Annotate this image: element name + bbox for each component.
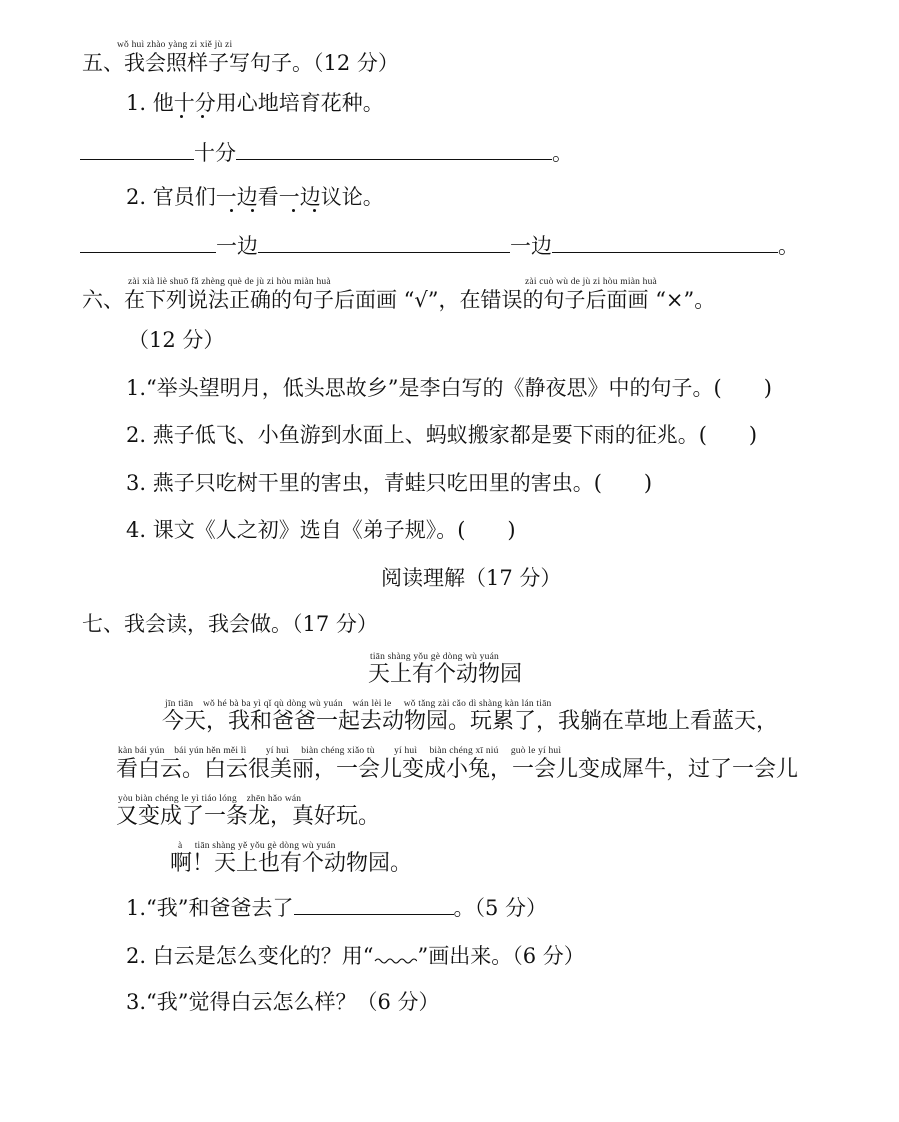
passage-line1: 今天，我和爸爸一起去动物园。玩累了，我躺在草地上看蓝天， xyxy=(162,709,779,734)
section6-title-pinyin-b: zài cuò wù de jù zi hòu miàn huà xyxy=(525,277,657,287)
section6-item-2: 2. 燕子低飞、小鱼游到水面上、蚂蚁搬家都是要下雨的征兆。( ) xyxy=(126,423,758,447)
emphasis-dot xyxy=(180,115,183,118)
q2-score: ”画出来。（6 分） xyxy=(417,944,585,968)
fill-word-yibian-b: 一边 xyxy=(510,234,552,258)
passage-title: 天上有个动物园 xyxy=(368,662,523,687)
section6-title: 六、在下列说法正确的句子后面画 “√”，在错误的句子后面画 “×”。 xyxy=(82,288,716,312)
section5-q1-answer-line xyxy=(80,140,573,166)
emphasis-dot xyxy=(292,209,295,212)
answer-blank[interactable] xyxy=(80,141,194,160)
section6-item-1: 1.“举头望明月，低头思故乡”是李白写的《静夜思》中的句子。( ) xyxy=(126,376,772,400)
section7-title: 七、我会读，我会做。（17 分） xyxy=(82,612,378,636)
section6-title-pinyin-a: zài xià liè shuō fǎ zhèng què de jù zi hòu miàn huà xyxy=(128,277,331,287)
fill-word-yibian-a: 一边 xyxy=(216,234,258,258)
period: 。 xyxy=(778,234,799,258)
section5-q2: 2. 官员们一边看一边议论。 xyxy=(126,185,384,209)
reading-header: 阅读理解（17 分） xyxy=(381,566,562,590)
q2-text: 2. 白云是怎么变化的？用“ xyxy=(126,944,374,968)
section7-q3: 3.“我”觉得白云怎么样？（6 分） xyxy=(126,990,440,1014)
q1-text: 1.“我”和爸爸去了 xyxy=(126,896,294,920)
period: 。 xyxy=(552,141,573,165)
answer-blank[interactable] xyxy=(236,141,552,160)
passage-line4-pinyin: à tiān shàng yě yǒu gè dòng wù yuán xyxy=(178,841,336,851)
section5-q1: 1. 他十分用心地培育花种。 xyxy=(126,91,384,115)
section6-item-3: 3. 燕子只吃树干里的害虫，青蛙只吃田里的害虫。( ) xyxy=(126,471,653,495)
passage-title-pinyin: tiān shàng yǒu gè dòng wù yuán xyxy=(370,652,499,662)
section6-item-4: 4. 课文《人之初》选自《弟子规》。( ) xyxy=(126,518,516,542)
section5-title: 五、我会照样子写句子。（12 分） xyxy=(82,51,399,75)
emphasis-dot xyxy=(313,209,316,212)
answer-blank[interactable] xyxy=(258,234,510,253)
answer-blank[interactable] xyxy=(294,896,454,915)
answer-blank[interactable] xyxy=(80,234,216,253)
fill-word-shifen: 十分 xyxy=(194,141,236,165)
q1-score: 。（5 分） xyxy=(453,896,548,920)
wavy-underline-icon xyxy=(373,955,417,965)
passage-line3-pinyin: yòu biàn chéng le yì tiáo lóng zhēn hǎo wán xyxy=(118,794,302,804)
section6-score: （12 分） xyxy=(128,328,225,352)
section7-q1 xyxy=(126,895,547,921)
section5-title-pinyin: wǒ huì zhào yàng zi xiě jù zi xyxy=(117,40,233,50)
passage-line4: 啊！天上也有个动物园。 xyxy=(170,851,413,876)
passage-line3: 又变成了一条龙，真好玩。 xyxy=(116,804,381,829)
passage-line2: 看白云。白云很美丽，一会儿变成小兔，一会儿变成犀牛，过了一会儿 xyxy=(116,757,799,782)
emphasis-dot xyxy=(201,115,204,118)
passage-line1-pinyin: jīn tiān wǒ hé bà ba yì qǐ qù dòng wù yuán wán lèi le wǒ tǎng zài cǎo dì shàng kàn lán tiān xyxy=(165,699,552,709)
answer-blank[interactable] xyxy=(552,234,778,253)
passage-line2-pinyin: kàn bái yún bái yún hěn měi lì yí huì biàn chéng xiǎo tù yí huì biàn chéng xī niú guò le yí huì xyxy=(118,746,562,756)
section7-q2 xyxy=(126,943,585,969)
emphasis-dot xyxy=(251,209,254,212)
emphasis-dot xyxy=(230,209,233,212)
section5-q2-answer-line xyxy=(80,233,799,259)
